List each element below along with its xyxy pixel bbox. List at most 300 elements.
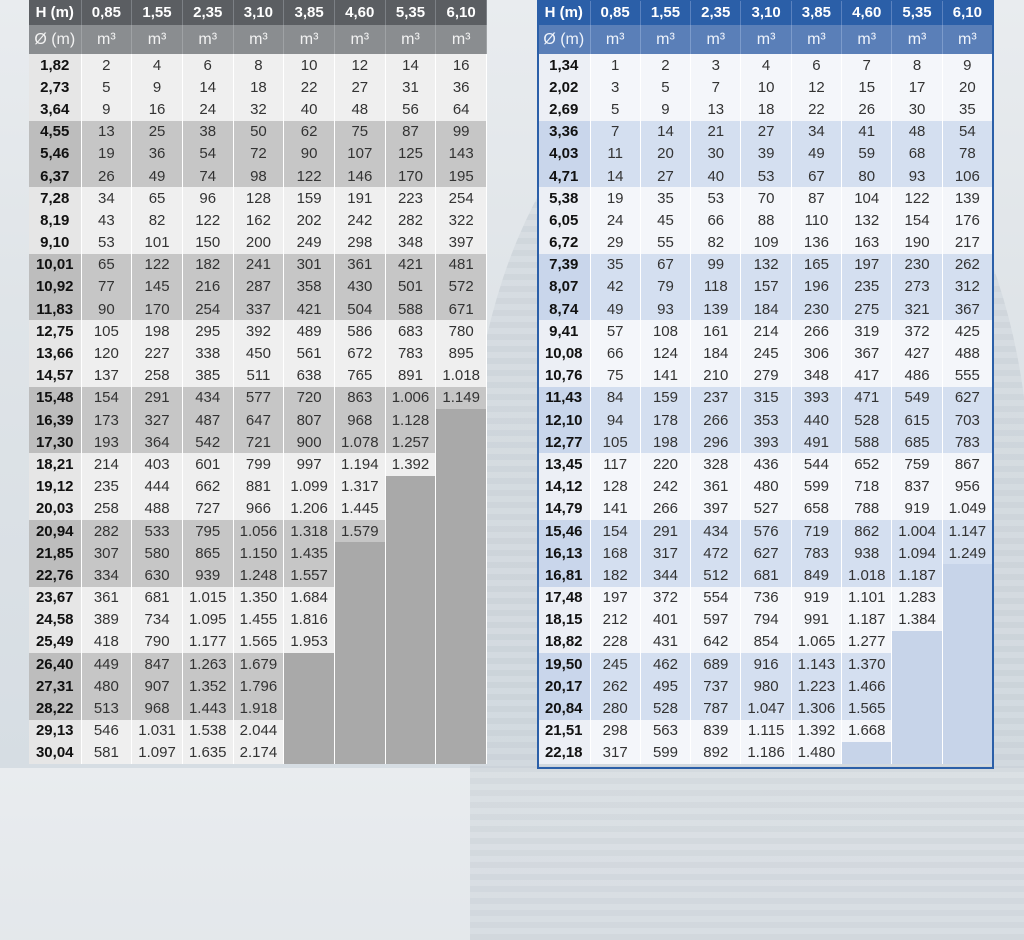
table-row [29, 387, 487, 409]
diameter-cell: 8,07 [538, 276, 590, 298]
volume-cell: 1.684 [284, 587, 335, 609]
volume-cell: 1.317 [334, 476, 385, 498]
diameter-cell: 16,13 [538, 542, 590, 564]
volume-cell: 237 [691, 387, 741, 409]
volume-cell: 780 [436, 320, 487, 342]
volume-cell: 306 [791, 342, 841, 364]
volume-cell: 145 [132, 276, 183, 298]
volume-cell: 488 [942, 342, 992, 364]
volume-cell [385, 587, 436, 609]
table-row [29, 76, 487, 98]
volume-cell: 24 [182, 98, 233, 120]
table-row [29, 232, 487, 254]
volume-cell: 1.257 [385, 431, 436, 453]
volume-cell: 280 [590, 697, 640, 719]
volume-cell: 1.679 [233, 653, 284, 675]
volume-cell: 7 [691, 76, 741, 98]
volume-cell [436, 542, 487, 564]
height-corner-label: H (m) [29, 0, 81, 25]
volume-cell: 182 [590, 564, 640, 586]
diameter-cell: 14,57 [29, 365, 81, 387]
volume-cell: 794 [741, 609, 791, 631]
capacity-table-right [538, 0, 993, 764]
volume-cell [892, 675, 942, 697]
volume-cell: 737 [691, 675, 741, 697]
table-row [538, 476, 993, 498]
volume-cell: 136 [791, 232, 841, 254]
volume-cell: 572 [436, 276, 487, 298]
volume-cell: 685 [892, 431, 942, 453]
volume-cell: 8 [233, 54, 284, 76]
volume-cell: 1.018 [436, 365, 487, 387]
volume-cell: 14 [590, 165, 640, 187]
table-row [29, 720, 487, 742]
volume-cell: 170 [132, 298, 183, 320]
volume-cell: 154 [81, 387, 132, 409]
volume-cell: 84 [590, 387, 640, 409]
volume-cell: 24 [590, 209, 640, 231]
volume-cell: 159 [284, 187, 335, 209]
volume-cell: 471 [842, 387, 892, 409]
volume-cell [942, 653, 992, 675]
diameter-corner-label: Ø (m) [538, 25, 590, 54]
table-row [538, 609, 993, 631]
volume-cell: 501 [385, 276, 436, 298]
volume-cell: 627 [942, 387, 992, 409]
volume-cell: 1.047 [741, 697, 791, 719]
volume-cell: 1.565 [233, 631, 284, 653]
volume-cell: 143 [436, 143, 487, 165]
volume-cell: 1.318 [284, 520, 335, 542]
volume-cell: 1.099 [284, 476, 335, 498]
diameter-cell: 8,19 [29, 209, 81, 231]
volume-cell: 721 [233, 431, 284, 453]
diameter-cell: 4,55 [29, 121, 81, 143]
height-column-header: 4,60 [334, 0, 385, 25]
volume-cell: 1.816 [284, 609, 335, 631]
volume-cell: 361 [334, 254, 385, 276]
volume-cell: 491 [791, 431, 841, 453]
volume-cell: 703 [942, 409, 992, 431]
volume-cell: 22 [791, 98, 841, 120]
volume-cell: 30 [892, 98, 942, 120]
volume-cell [334, 587, 385, 609]
volume-cell: 672 [334, 342, 385, 364]
volume-cell: 1.263 [182, 653, 233, 675]
table-row [538, 720, 993, 742]
volume-cell: 315 [741, 387, 791, 409]
volume-cell: 157 [741, 276, 791, 298]
volume-cell: 1.565 [842, 697, 892, 719]
volume-cell: 328 [691, 453, 741, 475]
volume-cell: 555 [942, 365, 992, 387]
volume-cell [284, 742, 335, 764]
volume-cell [334, 720, 385, 742]
volume-cell: 4 [132, 54, 183, 76]
volume-cell: 125 [385, 143, 436, 165]
volume-cell: 39 [741, 143, 791, 165]
diameter-cell: 4,03 [538, 143, 590, 165]
volume-cell [436, 409, 487, 431]
unit-label: m³ [590, 25, 640, 54]
diameter-cell: 22,18 [538, 742, 590, 764]
volume-cell: 9 [942, 54, 992, 76]
volume-cell: 434 [182, 387, 233, 409]
volume-cell [284, 697, 335, 719]
volume-cell: 34 [791, 121, 841, 143]
volume-cell: 487 [182, 409, 233, 431]
volume-cell: 64 [436, 98, 487, 120]
table-row [538, 143, 993, 165]
table-row [29, 675, 487, 697]
volume-cell: 968 [334, 409, 385, 431]
volume-cell: 863 [334, 387, 385, 409]
volume-cell: 159 [640, 387, 690, 409]
volume-cell: 599 [640, 742, 690, 764]
volume-cell: 361 [691, 476, 741, 498]
volume-cell: 895 [436, 342, 487, 364]
volume-cell: 162 [233, 209, 284, 231]
volume-cell: 528 [842, 409, 892, 431]
diameter-cell: 24,58 [29, 609, 81, 631]
volume-cell: 367 [842, 342, 892, 364]
volume-cell [436, 587, 487, 609]
volume-cell: 241 [233, 254, 284, 276]
volume-cell: 563 [640, 720, 690, 742]
volume-cell: 35 [942, 98, 992, 120]
diameter-cell: 10,01 [29, 254, 81, 276]
volume-cell [842, 742, 892, 764]
volume-cell: 393 [791, 387, 841, 409]
diameter-cell: 12,77 [538, 431, 590, 453]
volume-cell: 504 [334, 298, 385, 320]
volume-cell: 1.147 [942, 520, 992, 542]
volume-cell: 66 [691, 209, 741, 231]
volume-cell: 27 [640, 165, 690, 187]
volume-cell: 4 [741, 54, 791, 76]
volume-cell: 683 [385, 320, 436, 342]
volume-cell: 227 [132, 342, 183, 364]
volume-cell: 1.352 [182, 675, 233, 697]
volume-cell: 647 [233, 409, 284, 431]
unit-label: m³ [182, 25, 233, 54]
volume-cell: 67 [640, 254, 690, 276]
volume-cell: 124 [640, 342, 690, 364]
volume-cell: 588 [842, 431, 892, 453]
volume-cell: 12 [791, 76, 841, 98]
volume-cell: 26 [842, 98, 892, 120]
volume-cell: 190 [892, 232, 942, 254]
volume-cell: 87 [791, 187, 841, 209]
volume-cell [942, 609, 992, 631]
volume-cell: 87 [385, 121, 436, 143]
volume-cell: 839 [691, 720, 741, 742]
volume-cell: 1.435 [284, 542, 335, 564]
table-row [29, 121, 487, 143]
volume-cell: 72 [233, 143, 284, 165]
diameter-cell: 13,66 [29, 342, 81, 364]
volume-cell [385, 476, 436, 498]
diameter-cell: 27,31 [29, 675, 81, 697]
volume-cell: 214 [741, 320, 791, 342]
volume-cell: 601 [182, 453, 233, 475]
volume-cell: 580 [132, 542, 183, 564]
table-row [29, 98, 487, 120]
volume-cell: 1.668 [842, 720, 892, 742]
volume-cell: 1.206 [284, 498, 335, 520]
volume-cell: 1.056 [233, 520, 284, 542]
table-row [538, 187, 993, 209]
volume-cell: 8 [892, 54, 942, 76]
diameter-cell: 2,02 [538, 76, 590, 98]
volume-cell: 430 [334, 276, 385, 298]
volume-cell: 892 [691, 742, 741, 764]
volume-cell: 1.392 [791, 720, 841, 742]
volume-cell: 245 [590, 653, 640, 675]
volume-cell [334, 653, 385, 675]
table-row [538, 276, 993, 298]
volume-cell: 1.538 [182, 720, 233, 742]
volume-cell [284, 675, 335, 697]
volume-cell: 1.115 [741, 720, 791, 742]
volume-cell: 444 [132, 476, 183, 498]
diameter-cell: 15,46 [538, 520, 590, 542]
volume-cell: 139 [942, 187, 992, 209]
diameter-cell: 20,03 [29, 498, 81, 520]
volume-cell: 630 [132, 564, 183, 586]
table-row [538, 564, 993, 586]
volume-cell: 78 [942, 143, 992, 165]
volume-cell: 6 [182, 54, 233, 76]
volume-cell: 296 [691, 431, 741, 453]
volume-cell: 488 [132, 498, 183, 520]
unit-row [29, 25, 487, 54]
table-row [538, 520, 993, 542]
volume-cell: 3 [691, 54, 741, 76]
table-row [538, 409, 993, 431]
volume-cell: 2 [640, 54, 690, 76]
table-row [29, 165, 487, 187]
volume-cell [385, 720, 436, 742]
volume-cell: 94 [590, 409, 640, 431]
volume-cell: 298 [334, 232, 385, 254]
volume-cell: 31 [385, 76, 436, 98]
diameter-cell: 6,37 [29, 165, 81, 187]
volume-cell: 40 [691, 165, 741, 187]
volume-cell [385, 631, 436, 653]
volume-cell: 55 [640, 232, 690, 254]
volume-cell: 230 [892, 254, 942, 276]
volume-cell: 48 [334, 98, 385, 120]
diameter-cell: 11,43 [538, 387, 590, 409]
volume-cell: 197 [842, 254, 892, 276]
volume-cell: 184 [691, 342, 741, 364]
volume-cell: 195 [436, 165, 487, 187]
diameter-cell: 18,15 [538, 609, 590, 631]
volume-cell: 1.445 [334, 498, 385, 520]
volume-cell: 15 [842, 76, 892, 98]
diameter-cell: 29,13 [29, 720, 81, 742]
volume-cell: 191 [334, 187, 385, 209]
volume-cell: 327 [132, 409, 183, 431]
volume-cell: 25 [132, 121, 183, 143]
volume-cell: 689 [691, 653, 741, 675]
volume-cell: 27 [334, 76, 385, 98]
unit-label: m³ [892, 25, 942, 54]
volume-cell: 662 [182, 476, 233, 498]
table-row [538, 631, 993, 653]
height-column-header: 3,10 [741, 0, 791, 25]
volume-cell: 273 [892, 276, 942, 298]
volume-cell: 249 [284, 232, 335, 254]
unit-label: m³ [81, 25, 132, 54]
table-row [29, 320, 487, 342]
volume-cell: 291 [132, 387, 183, 409]
volume-cell: 122 [182, 209, 233, 231]
volume-cell: 891 [385, 365, 436, 387]
diameter-cell: 19,12 [29, 476, 81, 498]
diameter-cell: 10,76 [538, 365, 590, 387]
diameter-cell: 20,94 [29, 520, 81, 542]
table-row [29, 476, 487, 498]
volume-cell [942, 697, 992, 719]
volume-cell: 807 [284, 409, 335, 431]
volume-cell: 287 [233, 276, 284, 298]
volume-cell: 223 [385, 187, 436, 209]
volume-cell: 319 [842, 320, 892, 342]
volume-cell: 588 [385, 298, 436, 320]
volume-cell: 546 [81, 720, 132, 742]
volume-cell: 1.006 [385, 387, 436, 409]
height-column-header: 2,35 [691, 0, 741, 25]
volume-cell: 128 [590, 476, 640, 498]
volume-cell: 1 [590, 54, 640, 76]
volume-cell: 106 [942, 165, 992, 187]
diameter-cell: 11,83 [29, 298, 81, 320]
volume-cell: 154 [892, 209, 942, 231]
volume-cell: 759 [892, 453, 942, 475]
volume-cell: 17 [892, 76, 942, 98]
volume-cell: 3 [590, 76, 640, 98]
volume-cell: 18 [741, 98, 791, 120]
volume-cell: 12 [334, 54, 385, 76]
volume-cell: 57 [590, 320, 640, 342]
table-row [538, 254, 993, 276]
volume-cell: 719 [791, 520, 841, 542]
unit-label: m³ [284, 25, 335, 54]
volume-cell: 440 [791, 409, 841, 431]
volume-cell: 9 [81, 98, 132, 120]
diameter-cell: 16,81 [538, 564, 590, 586]
height-column-header: 3,85 [284, 0, 335, 25]
volume-cell: 417 [842, 365, 892, 387]
volume-cell: 1.015 [182, 587, 233, 609]
volume-cell: 1.097 [132, 742, 183, 764]
volume-cell: 90 [284, 143, 335, 165]
volume-cell: 849 [791, 564, 841, 586]
volume-cell: 489 [284, 320, 335, 342]
volume-cell [284, 720, 335, 742]
volume-cell: 348 [385, 232, 436, 254]
volume-cell: 242 [640, 476, 690, 498]
diameter-cell: 18,21 [29, 453, 81, 475]
volume-cell: 718 [842, 476, 892, 498]
volume-cell: 939 [182, 564, 233, 586]
table-row [538, 165, 993, 187]
volume-cell: 1.095 [182, 609, 233, 631]
height-header-row [29, 0, 487, 25]
diameter-cell: 7,39 [538, 254, 590, 276]
volume-cell [436, 476, 487, 498]
volume-cell: 295 [182, 320, 233, 342]
diameter-cell: 20,17 [538, 675, 590, 697]
volume-cell: 275 [842, 298, 892, 320]
volume-cell: 900 [284, 431, 335, 453]
volume-cell: 389 [81, 609, 132, 631]
unit-row [538, 25, 993, 54]
height-column-header: 4,60 [842, 0, 892, 25]
height-column-header: 6,10 [436, 0, 487, 25]
volume-cell: 403 [132, 453, 183, 475]
volume-cell: 312 [942, 276, 992, 298]
diameter-cell: 28,22 [29, 697, 81, 719]
diameter-corner-label: Ø (m) [29, 25, 81, 54]
table-row [538, 542, 993, 564]
volume-cell: 282 [385, 209, 436, 231]
volume-cell: 14 [640, 121, 690, 143]
volume-cell [385, 520, 436, 542]
table-row [538, 320, 993, 342]
volume-cell: 200 [233, 232, 284, 254]
diameter-cell: 5,46 [29, 143, 81, 165]
volume-cell: 765 [334, 365, 385, 387]
volume-cell: 258 [132, 365, 183, 387]
volume-cell: 19 [590, 187, 640, 209]
volume-cell [892, 742, 942, 764]
volume-cell: 173 [81, 409, 132, 431]
volume-cell [436, 609, 487, 631]
volume-cell: 421 [385, 254, 436, 276]
height-column-header: 6,10 [942, 0, 992, 25]
diameter-cell: 16,39 [29, 409, 81, 431]
volume-cell: 334 [81, 564, 132, 586]
unit-label: m³ [640, 25, 690, 54]
volume-cell: 202 [284, 209, 335, 231]
volume-cell: 1.004 [892, 520, 942, 542]
volume-cell: 26 [81, 165, 132, 187]
volume-cell: 5 [590, 98, 640, 120]
volume-cell: 348 [791, 365, 841, 387]
volume-cell: 301 [284, 254, 335, 276]
volume-cell: 671 [436, 298, 487, 320]
volume-cell: 6 [791, 54, 841, 76]
diameter-cell: 1,82 [29, 54, 81, 76]
table-row [538, 54, 993, 76]
volume-cell: 790 [132, 631, 183, 653]
volume-cell [385, 653, 436, 675]
volume-cell: 938 [842, 542, 892, 564]
volume-cell: 1.018 [842, 564, 892, 586]
volume-cell [436, 431, 487, 453]
height-column-header: 0,85 [81, 0, 132, 25]
unit-label: m³ [942, 25, 992, 54]
volume-cell: 235 [842, 276, 892, 298]
volume-cell: 67 [791, 165, 841, 187]
volume-cell: 1.078 [334, 431, 385, 453]
volume-cell: 53 [741, 165, 791, 187]
volume-cell: 150 [182, 232, 233, 254]
table-row [538, 365, 993, 387]
